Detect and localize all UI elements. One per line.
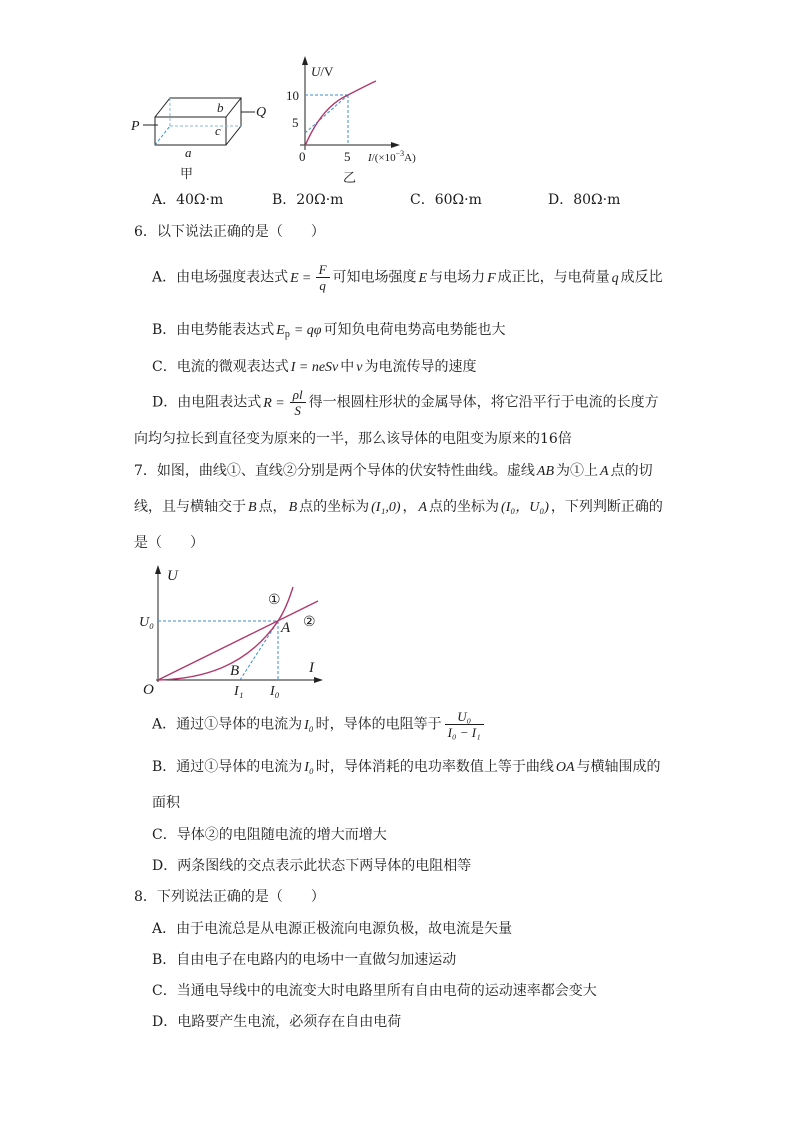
math-variable: A — [418, 500, 428, 515]
q7-option-b — [152, 757, 661, 778]
label-q: Q — [256, 105, 267, 120]
equals-sign: = — [302, 270, 311, 286]
option-text: 成正比，与电荷量 — [497, 269, 610, 286]
origin-label: O — [143, 682, 154, 698]
dashed-tangent-line — [305, 95, 348, 133]
x-axis-unit-post: A) — [404, 152, 416, 164]
coordinate-b: (I₁,0) — [371, 500, 401, 515]
fraction-denominator: q — [319, 278, 326, 293]
math-expression: = qφ — [293, 323, 322, 338]
y-tick-10: 10 — [286, 88, 299, 103]
q6-option-d-continued: 向均匀拉长到直径变为原来的一半，那么该导体的电阻变为原来的16倍 — [134, 431, 572, 447]
point-b-label: B — [230, 663, 240, 679]
label-p: P — [131, 119, 140, 134]
q6-option-b — [152, 320, 506, 345]
math-expression: R = — [263, 395, 285, 411]
math-variable: B — [248, 500, 257, 515]
q7-option-d: D．两条图线的交点表示此状态下两导体的电阻相等 — [152, 858, 472, 874]
q6-option-d — [152, 387, 659, 418]
x-axis-arrow — [391, 142, 400, 148]
option-text: 时，导体消耗的电功率数值上等于曲线 — [315, 759, 554, 775]
q6-stem: 6．以下说法正确的是（ ） — [134, 224, 325, 240]
math-variable: A — [600, 464, 609, 479]
q7-stem-line-3: 是（ ） — [134, 535, 204, 551]
stem-text: 点的坐标为 — [429, 499, 500, 515]
fraction-rho-l-over-s — [290, 387, 306, 418]
option-text: 可知电场强度 — [332, 269, 417, 286]
q8-stem: 8．下列说法正确的是（ ） — [134, 889, 325, 905]
x-axis-arrow — [314, 677, 323, 683]
cuboid-top-face — [155, 98, 241, 117]
x-axis-unit-pre: /(×10 — [371, 152, 396, 164]
stem-text: 线，且与横轴交于 — [134, 499, 246, 515]
point-a-label: A — [281, 620, 291, 636]
y-tick-5: 5 — [292, 115, 299, 130]
y-axis-arrow — [155, 565, 161, 574]
math-variable: I₀ — [304, 760, 314, 775]
fraction-numerator: ρl — [290, 387, 306, 403]
q5-option-a: A．40Ω·m — [152, 192, 224, 208]
math-variable — [276, 323, 290, 338]
cuboid-hidden-edge — [155, 126, 170, 145]
q5-option-b: B．20Ω·m — [272, 192, 344, 208]
origin-label: 0 — [299, 149, 306, 164]
stem-text: 点的坐标为 — [299, 499, 370, 515]
option-text: 与电场力 — [429, 269, 486, 286]
ui-curve — [305, 81, 376, 146]
math-variable: I₀ — [304, 717, 314, 733]
fraction-f-over-q — [316, 262, 330, 293]
figure-iv-curves — [130, 560, 330, 700]
q6-option-c — [152, 357, 476, 378]
math-variable-base: E — [276, 323, 285, 338]
option-text: 成反比 — [620, 269, 663, 286]
q8-option-d: D．电路要产生电流，必须存在自由电荷 — [152, 1014, 402, 1030]
math-variable: F — [487, 270, 496, 286]
cuboid-right-face — [226, 98, 241, 145]
q7-stem-line-1 — [134, 461, 653, 482]
math-subscript: p — [284, 329, 290, 340]
option-text: B．通过①导体的电流为 — [152, 759, 303, 775]
option-text: D．由电阻表达式 — [152, 394, 262, 411]
label-b: b — [217, 100, 224, 115]
math-variable: q — [611, 270, 619, 286]
x-axis-unit-exponent: −3 — [395, 149, 405, 158]
fraction-numerator: U₀ — [445, 709, 484, 725]
y-axis-label — [311, 64, 334, 79]
label-a: a — [185, 145, 192, 160]
i1-label: I₁ — [234, 684, 244, 699]
option-text: B．由电势能表达式 — [152, 322, 275, 338]
q8-option-b: B．自由电子在电路内的电场中一直做匀加速运动 — [152, 952, 457, 968]
i0-label: I₀ — [270, 684, 280, 699]
x-tick-5: 5 — [344, 149, 351, 164]
option-text: 可知负电荷电势高电势能也大 — [323, 322, 506, 338]
q7-stem-line-2 — [134, 497, 663, 518]
math-variable: v — [356, 360, 363, 375]
line-2-label: ② — [303, 615, 316, 630]
option-text: 得一根圆柱形状的金属导体，将它沿平行于电流的长度方 — [308, 394, 659, 411]
stem-text: ，下列判断正确的 — [550, 499, 663, 515]
stem-text: 点， — [258, 499, 287, 515]
stem-text: 点的切 — [610, 463, 653, 479]
x-axis-var: I — [368, 152, 372, 164]
figure-jia-yi — [120, 50, 440, 190]
q5-option-c: C．60Ω·m — [410, 192, 482, 208]
math-expression: I = neSv — [290, 360, 339, 375]
y-axis-var: U — [311, 64, 321, 79]
option-text: 中 — [340, 359, 355, 375]
x-axis-label: I — [309, 660, 314, 676]
option-text: 为电流传导的速度 — [364, 359, 477, 375]
math-variable: OA — [555, 760, 575, 775]
y-axis-unit: /V — [320, 64, 334, 79]
u0-label: U₀ — [139, 615, 154, 630]
math-variable: B — [288, 500, 298, 515]
q7-option-c: C．导体②的电阻随电流的增大而增大 — [152, 827, 387, 843]
q8-option-c: C．当通电导线中的电流变大时电路里所有自由电荷的运动速率都会变大 — [152, 983, 597, 999]
stem-text: 为①上 — [556, 463, 599, 479]
math-variable: E — [290, 270, 299, 286]
y-axis-label: U — [167, 568, 178, 584]
fraction-denominator: I₀ − I₁ — [447, 725, 481, 740]
q7-option-a — [152, 709, 487, 740]
cuboid-diagram — [143, 98, 255, 145]
fraction-resistance — [445, 709, 484, 740]
stem-text: 7．如图，曲线①、直线②分别是两个导体的伏安特性曲线。虚线 — [134, 463, 535, 479]
q5-option-d: D．80Ω·m — [548, 192, 621, 208]
coordinate-a: (I₀，U₀) — [501, 500, 549, 515]
label-c: c — [215, 123, 221, 138]
q8-option-a: A．由于电流总是从电源正极流向电源负极，故电流是矢量 — [152, 921, 513, 937]
figure-caption-yi: 乙 — [343, 171, 357, 186]
y-axis-arrow — [302, 56, 308, 65]
option-text: C．电流的微观表达式 — [152, 359, 289, 375]
option-text: 时，导体的电阻等于 — [315, 716, 442, 733]
option-text: A．由电场强度表达式 — [152, 269, 289, 286]
stem-text: ， — [402, 499, 417, 515]
q6-option-a — [152, 262, 663, 293]
fraction-numerator: F — [316, 262, 330, 278]
x-axis-label — [367, 149, 416, 164]
fraction-denominator: S — [294, 403, 301, 418]
math-variable: AB — [536, 464, 555, 479]
math-variable: E — [418, 270, 428, 286]
option-text: 与横轴围成的 — [576, 759, 661, 775]
q7-option-b-continued: 面积 — [152, 795, 180, 811]
figure-caption-jia: 甲 — [180, 167, 194, 182]
option-text: A．通过①导体的电流为 — [152, 716, 303, 733]
curve-1-label: ① — [268, 593, 281, 608]
